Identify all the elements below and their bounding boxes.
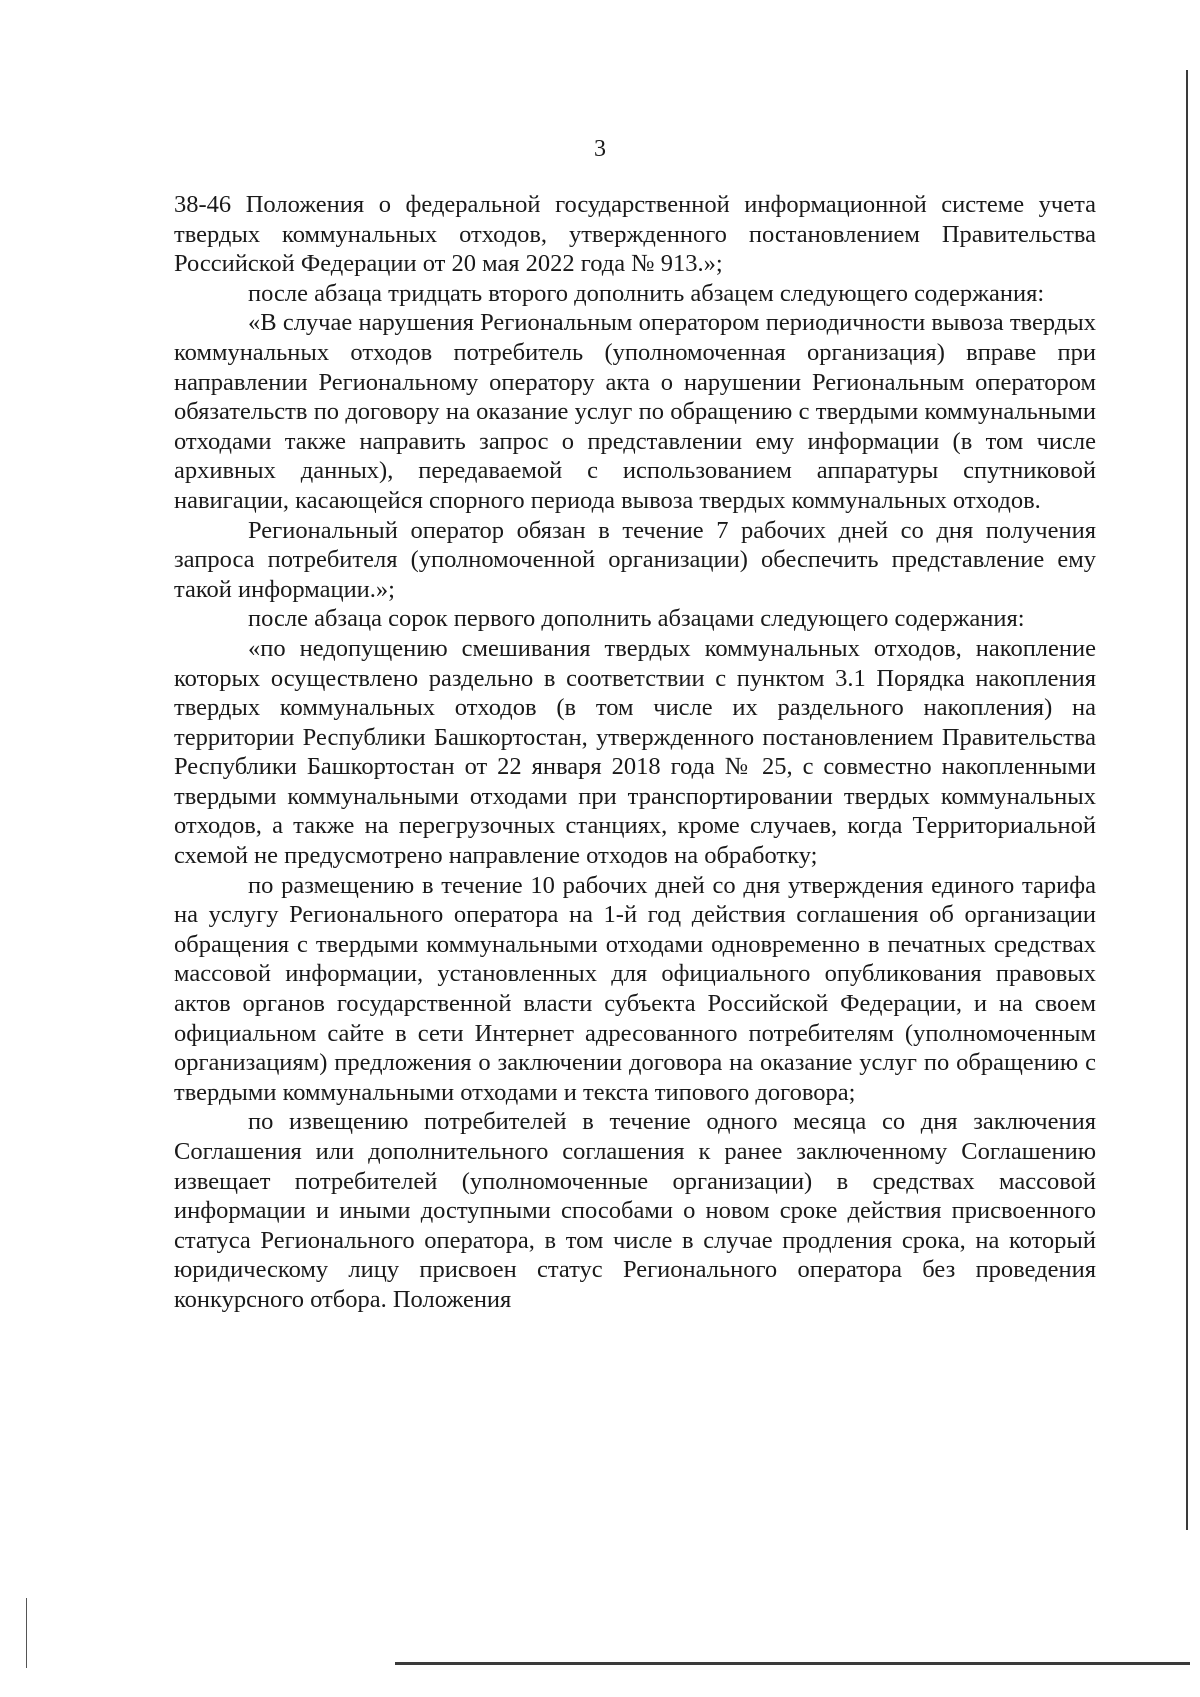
paragraph-quoted-violation: «В случае нарушения Региональным оператором периодичности вывоза твердых коммунальных отходов потребитель (уполномоченная организация) вправе при направлении Региональному оператору акта о нарушении Региональным оператором обязательств по договору на оказание услуг по обращению с твердыми коммунальными отходами также направить запрос о представлении ему информации (в том числе архивных данных), передаваемой с использованием аппаратуры спутниковой навигации, касающейся спорного периода вывоза твердых коммунальных отходов. <box>174 309 1096 514</box>
page-number: 3 <box>594 136 606 162</box>
document-body <box>174 190 1096 1315</box>
paragraph-consumer-notice: по извещению потребителей в течение одного месяца со дня заключения Соглашения или дополнительного соглашения к ранее заключенному Соглашению извещает потребителей (уполномоченные организации) в средствах массовой информации и иными доступными способами о новом сроке действия присвоенного статуса Регионального оператора, в том числе в случае продления срока, на который юридическому лицу присвоен статус Регионального оператора без проведения конкурсного отбора. Положения <box>174 1108 1096 1313</box>
paragraph-operator-obligation: Региональный оператор обязан в течение 7 рабочих дней со дня получения запроса потребителя (уполномоченной организации) обеспечить представление ему такой информации.»; <box>174 516 1096 603</box>
paragraph-quoted-mixing: «по недопущению смешивания твердых коммунальных отходов, накопление которых осуществлено раздельно в соответствии с пунктом 3.1 Порядка накопления твердых коммунальных отходов (в том числе их раздельного накопления) на территории Республики Башкортостан, утвержденного постановлением Правительства Республики Башкортостан от 22 января 2018 года № 25, с совместно накопленными твердыми коммунальными отходами при транспортировании твердых коммунальных отходов, а также на перегрузочных станциях, кроме случаев, когда Территориальной схемой не предусмотрено направление отходов на обработку; <box>174 634 1096 870</box>
paragraph-tariff-publication: по размещению в течение 10 рабочих дней со дня утверждения единого тарифа на услугу Регионального оператора на 1-й год действия соглашения об организации обращения с твердыми коммунальными отходами одновременно в печатных средствах массовой информации, установленных для официального опубликования правовых актов органов государственной власти субъекта Российской Федерации, и на своем официальном сайте в сети Интернет адресованного потребителям (уполномоченным организациям) предложения о заключении договора на оказание услуг по обращению с твердыми коммунальными отходами и текста типового договора; <box>174 871 1096 1106</box>
scan-edge-bottom <box>395 1662 1190 1665</box>
paragraph-amendment-instruction: после абзаца сорок первого дополнить абзацами следующего содержания: <box>248 605 1025 633</box>
scan-edge-right <box>1186 70 1188 1530</box>
paragraph-continuation: 38-46 Положения о федеральной государственной информационной системе учета твердых коммунальных отходов, утвержденного постановлением Правительства Российской Федерации от 20 мая 2022 года № 913.»; <box>174 191 1096 278</box>
scan-edge-left <box>26 1598 27 1668</box>
paragraph-amendment-instruction: после абзаца тридцать второго дополнить абзацем следующего содержания: <box>248 279 1045 307</box>
